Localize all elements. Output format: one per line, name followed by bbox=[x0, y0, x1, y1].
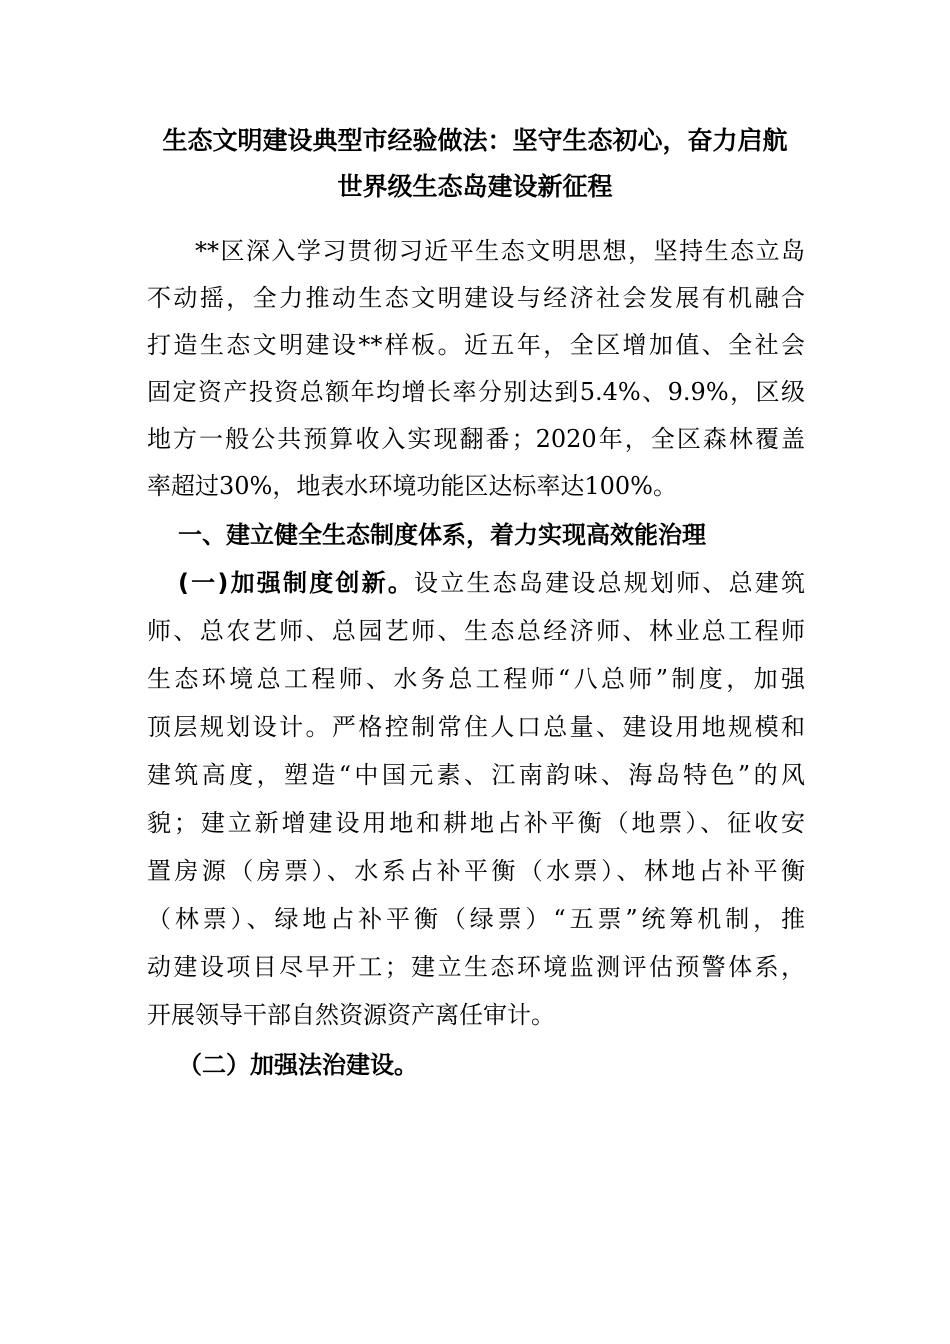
document-title-line-2: 世界级生态岛建设新征程 bbox=[337, 172, 613, 201]
subsection-1-line: 生态环境总工程师、水务总工程师“八总师”制度，加强 bbox=[147, 665, 805, 693]
intro-line-3: 打造生态文明建设**样板。近五年，全区增加值、全社会 bbox=[147, 331, 805, 359]
document-title-line-1: 生态文明建设典型市经验做法：坚守生态初心，奋力启航 bbox=[162, 126, 788, 155]
intro-line-4: 固定资产投资总额年均增长率分别达到5.4%、9.9%，区级 bbox=[147, 378, 805, 406]
intro-line-2: 不动摇，全力推动生态文明建设与经济社会发展有机融合 bbox=[147, 284, 805, 312]
subsection-1-line: 貌；建立新增建设用地和耕地占补平衡（地票）、征收安 bbox=[147, 809, 805, 837]
intro-line-6: 率超过30%，地表水环境功能区达标率达100%。 bbox=[147, 472, 677, 500]
subsection-1-line: 师、总农艺师、总园艺师、生态总经济师、林业总工程师 bbox=[147, 617, 805, 645]
subsection-2-heading: （二）加强法治建设。 bbox=[178, 1051, 418, 1079]
subsection-1-line: 建筑高度，塑造“中国元素、江南韵味、海岛特色”的风 bbox=[147, 761, 805, 789]
subsection-1-lead: (一)加强制度创新。 bbox=[178, 569, 415, 597]
subsection-1-line: 顶层规划设计。严格控制常住人口总量、建设用地规模和 bbox=[147, 713, 805, 741]
subsection-1-line: 置房源（房票）、水系占补平衡（水票）、林地占补平衡 bbox=[147, 857, 805, 885]
intro-line-5: 地方一般公共预算收入实现翻番；2020年，全区森林覆盖 bbox=[147, 425, 805, 453]
subsection-1-first-line bbox=[178, 568, 805, 598]
intro-line-1: **区深入学习贯彻习近平生态文明思想，坚持生态立岛 bbox=[195, 237, 805, 265]
subsection-1-first-line-text: 设立生态岛建设总规划师、总建筑 bbox=[414, 569, 805, 597]
section-1-heading: 一、建立健全生态制度体系，着力实现高效能治理 bbox=[178, 521, 706, 549]
subsection-1-line: 开展领导干部自然资源资产离任审计。 bbox=[147, 1001, 555, 1029]
subsection-1-line: （林票）、绿地占补平衡（绿票）“五票”统筹机制，推 bbox=[147, 905, 805, 933]
subsection-1-line: 动建设项目尽早开工；建立生态环境监测评估预警体系， bbox=[147, 953, 805, 981]
